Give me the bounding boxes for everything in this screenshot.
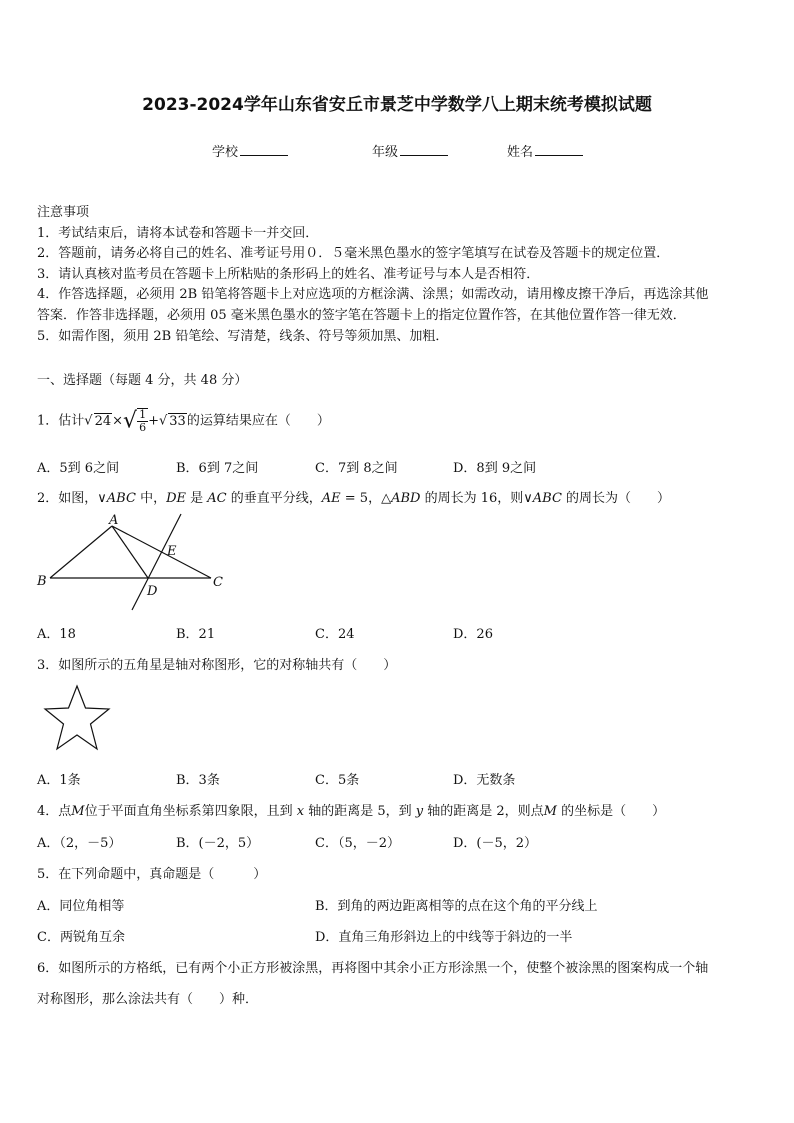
q1-fraction: [137, 408, 148, 434]
q2-text: 的垂直平分线，: [226, 491, 322, 506]
school-blank[interactable]: [240, 143, 288, 156]
question-5: 5．在下列命题中，真命题是（ ）: [37, 867, 267, 882]
q4-option-c[interactable]: C．（5，－2）: [315, 836, 400, 851]
question-1: [37, 408, 330, 434]
q4-option-d[interactable]: D．(－5，2）: [453, 836, 538, 851]
grade-blank[interactable]: [400, 143, 448, 156]
name-field[interactable]: [507, 141, 583, 160]
q2-option-d[interactable]: D．26: [453, 627, 493, 642]
notes-heading: 注意事项: [37, 205, 90, 220]
notes-item: 2．答题前，请务必将自己的姓名、准考证号用０．５毫米黑色墨水的签字笔填写在试卷及答题卡的规定位置．: [37, 246, 670, 262]
q3-option-c[interactable]: C．5条: [315, 773, 360, 788]
q1-frac-den: 6: [139, 421, 147, 434]
q5-option-d[interactable]: D．直角三角形斜边上的中线等于斜边的一半: [315, 930, 573, 945]
q4-point-m: M: [543, 804, 557, 819]
q1-radicand-1: 24: [94, 413, 112, 429]
q1-frac-num: 1: [139, 408, 147, 421]
q4-option-a[interactable]: A．（2，－5）: [37, 836, 122, 851]
notes-item: 答案．作答非选择题，必须用 05 毫米黑色墨水的签字笔在答题卡上的指定位置作答，在其他位置作答一律无效．: [37, 307, 686, 323]
q4-text: 轴的距离是 2，则点: [423, 804, 544, 819]
name-label: 姓名: [507, 145, 534, 160]
star-figure: [42, 683, 114, 753]
q1-option-b[interactable]: B．6到 7之间: [176, 461, 259, 476]
q2-triangle-figure: [33, 510, 233, 615]
label-d: D: [147, 584, 158, 599]
q1-radicand-2: 33: [169, 413, 186, 429]
sqrt-sign: √: [123, 408, 138, 434]
sqrt-sign: √: [84, 413, 93, 429]
q2-segment-de: DE: [166, 491, 186, 506]
q1-suffix: 的运算结果应在（ ）: [186, 413, 330, 429]
notes-item: 1．考试结束后，请将本试卷和答题卡一并交回．: [37, 225, 319, 241]
q4-text: 4．点: [37, 804, 72, 819]
school-label: 学校: [212, 145, 239, 160]
q2-segment-ac: AC: [207, 491, 227, 506]
section-heading: 一、选择题（每题 4 分，共 48 分）: [37, 373, 248, 388]
notes-item: 3．请认真核对监考员在答题卡上所粘贴的条形码上的姓名、准考证号与本人是否相符．: [37, 266, 540, 282]
question-3: 3．如图所示的五角星是轴对称图形，它的对称轴共有（ ）: [37, 658, 397, 673]
q3-option-a[interactable]: A．1条: [37, 773, 81, 788]
q2-triangle-abc: ∨ABC: [523, 491, 562, 506]
label-b: B: [37, 574, 47, 589]
notes-section: [37, 203, 708, 347]
plus-sign: +: [148, 413, 159, 429]
notes-item: 4．作答选择题，必须用 2B 铅笔将答题卡上对应选项的方框涂满、涂黑；如需改动，请用橡皮擦干净后，再选涂其他: [37, 287, 709, 303]
q4-var-y: y: [415, 804, 424, 819]
label-a: A: [109, 513, 119, 528]
q5-option-b[interactable]: B．到角的两边距离相等的点在这个角的平分线上: [315, 899, 598, 914]
question-2: [37, 487, 670, 506]
q5-option-a[interactable]: A．同位角相等: [37, 899, 125, 914]
q4-var-x: x: [296, 804, 305, 819]
name-blank[interactable]: [535, 143, 583, 156]
q4-text: 轴的距离是 5，到: [304, 804, 416, 819]
q2-text: = 5，: [340, 491, 382, 506]
question-6-line-2: 对称图形，那么涂法共有（ ）种．: [37, 992, 259, 1007]
question-6-line-1: 6．如图所示的方格纸，已有两个小正方形被涂黑，再将图中其余小正方形涂黑一个，使整个被涂黑的图案构成一个轴: [37, 961, 709, 976]
grade-label: 年级: [372, 145, 399, 160]
grade-field[interactable]: [372, 141, 448, 160]
q1-option-d[interactable]: D．8到 9之间: [453, 461, 537, 476]
q4-point-m: M: [71, 804, 85, 819]
q1-option-a[interactable]: A．5到 6之间: [37, 461, 120, 476]
school-field[interactable]: [212, 141, 288, 160]
q2-text: 是: [186, 491, 208, 506]
q4-option-b[interactable]: B．(－2，5）: [176, 836, 260, 851]
label-c: C: [213, 575, 223, 590]
q4-text: 的坐标是（ ）: [556, 804, 666, 819]
times-sign: ×: [112, 413, 124, 429]
q2-option-b[interactable]: B．21: [176, 627, 216, 642]
q3-option-b[interactable]: B．3条: [176, 773, 220, 788]
label-e: E: [167, 544, 177, 559]
q2-option-c[interactable]: C．24: [315, 627, 355, 642]
q2-text: 中，: [135, 491, 167, 506]
q2-option-a[interactable]: A．18: [37, 627, 76, 642]
q2-segment-ae: AE: [321, 491, 341, 506]
q1-prefix: 1．估计: [37, 413, 85, 429]
q2-triangle-abd: △ABD: [381, 491, 421, 506]
q1-option-c[interactable]: C．7到 8之间: [315, 461, 398, 476]
q3-option-d[interactable]: D．无数条: [453, 773, 516, 788]
question-4: [37, 800, 665, 819]
sqrt-sign: √: [158, 413, 168, 429]
q2-text: 的周长为 16，则: [420, 491, 524, 506]
page-title: 2023-2024学年山东省安丘市景芝中学数学八上期末统考模拟试题: [142, 95, 652, 115]
q2-text: 2．如图，: [37, 491, 98, 506]
q4-text: 位于平面直角坐标系第四象限，且到: [84, 804, 297, 819]
q2-triangle-abc: ∨ABC: [97, 491, 136, 506]
notes-item: 5．如需作图，须用 2B 铅笔绘、写清楚，线条、符号等须加黑、加粗．: [37, 328, 449, 344]
q5-option-c[interactable]: C．两锐角互余: [37, 930, 125, 945]
q2-text: 的周长为（ ）: [561, 491, 671, 506]
